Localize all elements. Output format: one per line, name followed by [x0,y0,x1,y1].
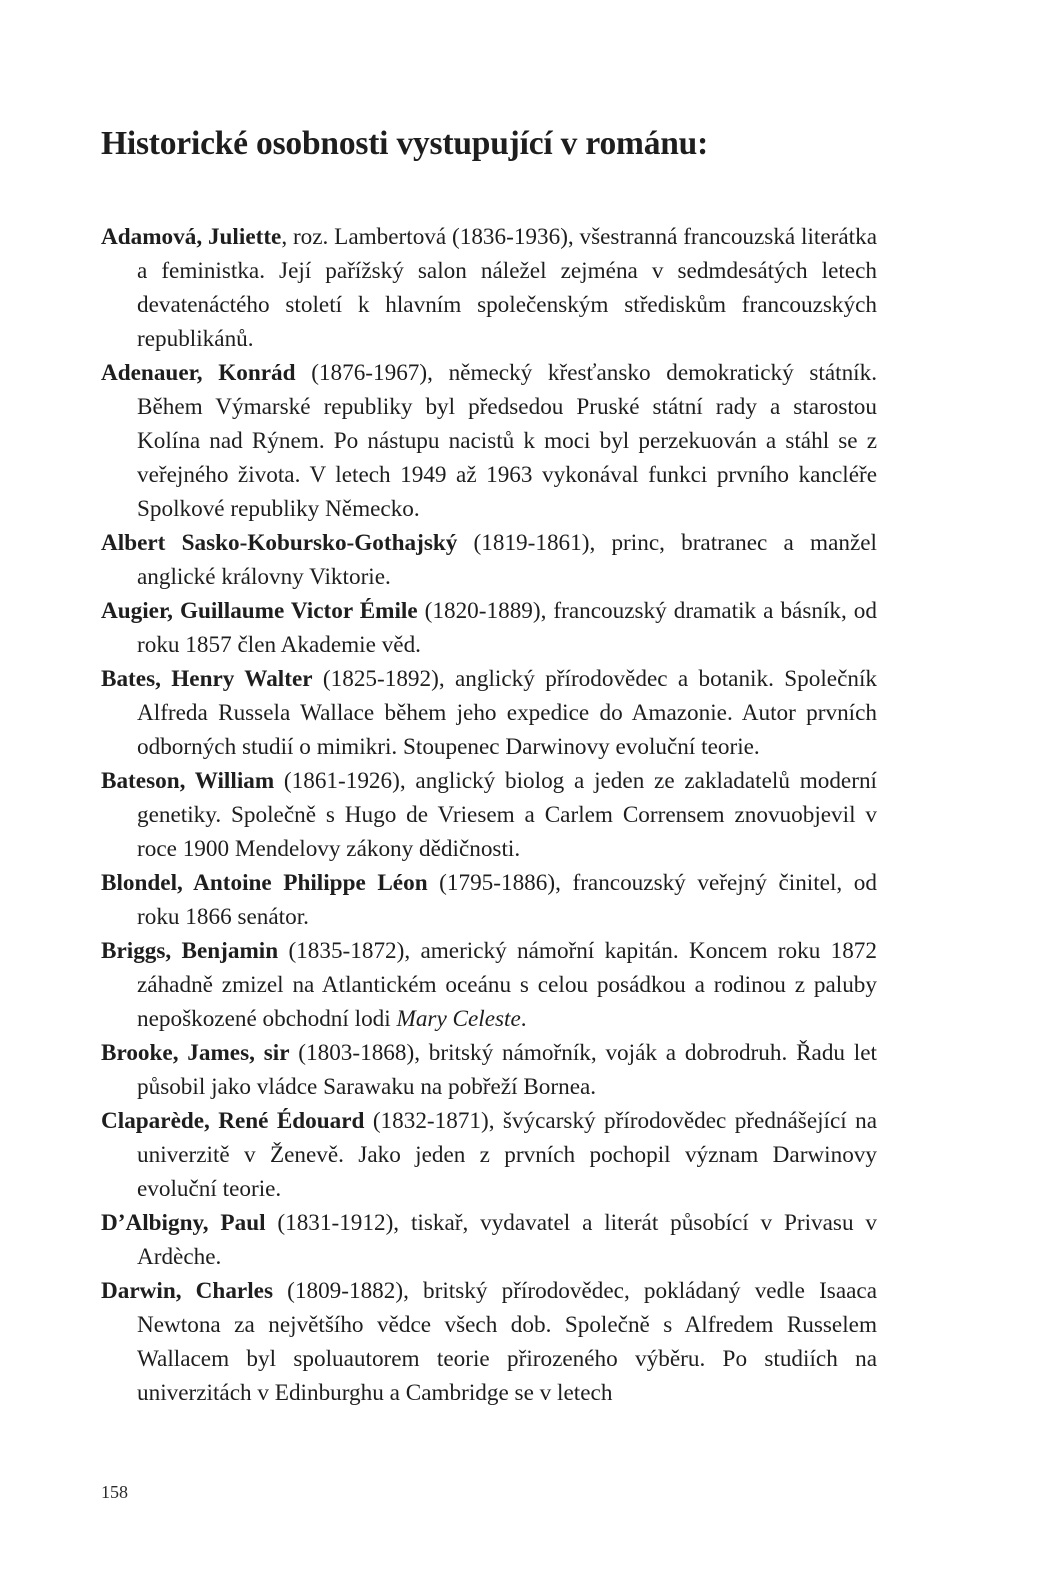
entry-name: Brooke, James, sir [101,1040,290,1066]
entry-name: Bates, Henry Walter [101,666,313,692]
ship-name: Mary Celeste [396,1006,521,1032]
entry-name: Albert Sasko-Kobursko-Gothajský [101,530,458,556]
list-item [101,526,877,594]
entry-text: (1820-1889), francouzský dramatik a básník, od roku 1857 člen Akademie věd. [137,598,877,658]
entry-name: Adamová, Juliette [101,224,282,250]
list-item [101,1036,877,1104]
entry-text: (1835-1872), americký námořní kapitán. Koncem roku 1872 záhadně zmizel na Atlantickém oceánu s celou posádkou a rodinou z paluby nepoškozené obchodní lodi [137,938,877,1032]
entry-name: Darwin, Charles [101,1278,273,1304]
entry-text: (1809-1882), britský přírodovědec, pokládaný vedle Isaaca Newtona za největšího vědce všech dob. Společně s Alfredem Russelem Wallacem byl spoluautorem teorie přirozeného výběru. Po studiích na univerzitách v Edinburghu a Cambridge se v letech [137,1278,877,1406]
entry-text: (1819-1861), princ, bratranec a manžel anglické královny Viktorie. [137,530,877,590]
entry-name: Briggs, Benjamin [101,938,279,964]
list-item [101,594,877,662]
list-item [101,356,877,526]
entry-text: (1876-1967), německý křesťansko demokratický státník. Během Výmarské republiky byl předsedou Pruské státní rady a starostou Kolína nad Rýnem. Po nástupu nacistů k moci byl perzekuován a stáhl se z veřejného života. V letech 1949 až 1963 vykonával funkci prvního kancléře Spolkové republiky Německo. [137,360,877,522]
entry-text-tail: . [520,1006,527,1032]
list-item [101,662,877,764]
list-item [101,764,877,866]
entry-text: (1832-1871), švýcarský přírodovědec přednášející na univerzitě v Ženevě. Jako jeden z prvních pochopil význam Darwinovy evoluční teorie. [137,1108,877,1202]
page-title: Historické osobnosti vystupující v románu: [101,125,709,162]
list-item [101,220,877,356]
entry-name: D’Albigny, Paul [101,1210,266,1236]
entry-text: (1861-1926), anglický biolog a jeden ze zakladatelů moderní genetiky. Společně s Hugo de Vriesem a Carlem Corrensem znovuobjevil v roce 1900 Mendelovy zákony dědičnosti. [137,768,877,862]
entry-text: (1825-1892), anglický přírodovědec a botanik. Společník Alfreda Russela Wallace během jeho expedice do Amazonie. Autor prvních odborných studií o mimikri. Stoupenec Darwinovy evoluční teorie. [137,666,877,760]
entry-name: Bateson, William [101,768,275,794]
entry-list [101,220,877,1410]
list-item [101,1274,877,1410]
entry-text: , roz. Lambertová (1836-1936), všestranná francouzská literátka a feministka. Její pařížský salon náležel zejména v sedmdesátých letech devatenáctého století k hlavním společenským střediskům francouzských republikánů. [137,224,877,352]
entry-text: (1795-1886), francouzský veřejný činitel, od roku 1866 senátor. [137,870,877,930]
list-item [101,1104,877,1206]
entry-name: Claparède, René Édouard [101,1108,365,1134]
list-item [101,1206,877,1274]
entry-name: Blondel, Antoine Philippe Léon [101,870,428,896]
entry-name: Augier, Guillaume Victor Émile [101,598,418,624]
list-item [101,866,877,934]
entry-text: (1803-1868), britský námořník, voják a dobrodruh. Řadu let působil jako vládce Sarawaku na pobřeží Bornea. [137,1040,877,1100]
list-item [101,934,877,1036]
entry-text: (1831-1912), tiskař, vydavatel a literát působící v Privasu v Ardèche. [137,1210,877,1270]
entry-name: Adenauer, Konrád [101,360,296,386]
page-number: 158 [101,1482,128,1502]
